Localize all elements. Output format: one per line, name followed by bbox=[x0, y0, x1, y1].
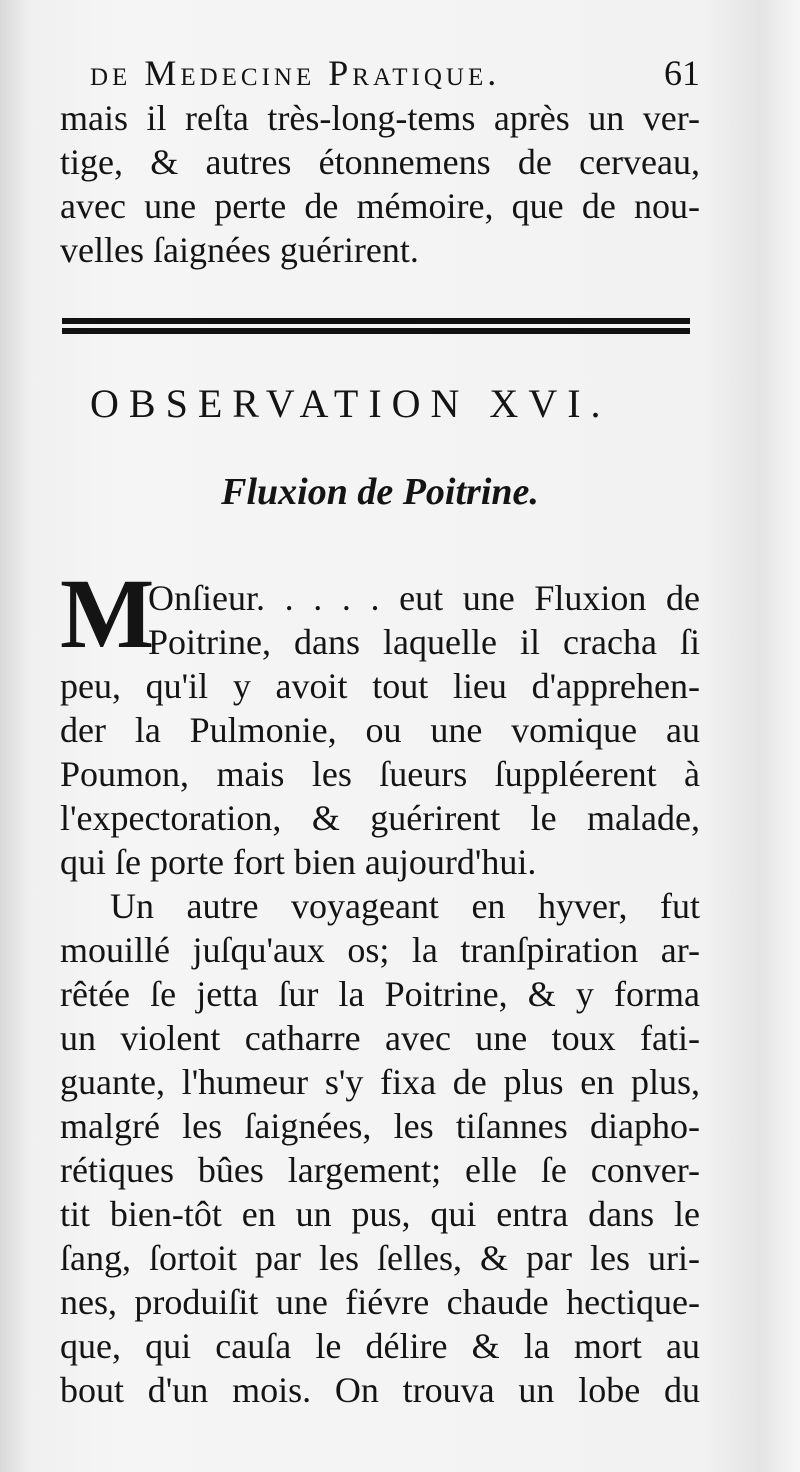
running-header bbox=[90, 52, 700, 94]
page-number: 61 bbox=[664, 53, 700, 93]
text-line: tit bien-tôt en un pus, qui entra dans le bbox=[60, 1194, 700, 1234]
text-line: bout d'un mois. On trouva un lobe du bbox=[60, 1370, 700, 1410]
text-line: ſang, ſortoit par les ſelles, & par les uri- bbox=[60, 1238, 700, 1278]
text-line: un violent catharre avec une toux fati- bbox=[60, 1018, 700, 1058]
text-line: rêtée ſe jetta ſur la Poitrine, & y forma bbox=[60, 974, 700, 1014]
text-line: Onſieur. . . . . eut une Fluxion de bbox=[148, 578, 700, 618]
text-line: mouillé juſqu'aux os; la tranſpiration ar- bbox=[60, 930, 700, 970]
observation-subtitle: Fluxion de Poitrine. bbox=[221, 471, 539, 513]
observation-body bbox=[60, 558, 700, 1412]
text-line: peu, qu'il y avoit tout lieu d'apprehen- bbox=[60, 666, 700, 706]
text-line: Poumon, mais les ſueurs ſuppléerent à bbox=[60, 754, 700, 794]
text-line: Poitrine, dans laquelle il cracha ſi bbox=[148, 622, 700, 662]
double-rule-divider bbox=[62, 318, 690, 334]
paragraph-1 bbox=[60, 558, 700, 884]
observation-title: OBSERVATION XVI. bbox=[90, 381, 611, 426]
text-line: Un autre voyageant en hyver, fut bbox=[110, 886, 700, 926]
text-line: avec une perte de mémoire, que de nou- bbox=[60, 186, 700, 226]
text-line: guante, l'humeur s'y fixa de plus en plus, bbox=[60, 1062, 700, 1102]
text-line: mais il reſta très-long-tems après un ver- bbox=[60, 98, 700, 138]
text-line: nes, produiſit une fiévre chaude hectique- bbox=[60, 1282, 700, 1322]
text-line: der la Pulmonie, ou une vomique au bbox=[60, 710, 700, 750]
text-line: que, qui cauſa le délire & la mort au bbox=[60, 1326, 700, 1366]
text-line: rétiques bûes largement; elle ſe conver- bbox=[60, 1150, 700, 1190]
text-line: tige, & autres étonnemens de cerveau, bbox=[60, 142, 700, 182]
text-line: malgré les ſaignées, les tiſannes diapho- bbox=[60, 1106, 700, 1146]
paragraph-2 bbox=[60, 884, 700, 1412]
running-title: de Medecine Pratique. bbox=[90, 53, 501, 93]
text-line: velles ſaignées guérirent. bbox=[60, 230, 419, 270]
continued-text bbox=[60, 96, 700, 272]
text-line: l'expectoration, & guérirent le malade, bbox=[60, 798, 700, 838]
drop-cap: M bbox=[60, 558, 155, 669]
text-line: qui ſe porte fort bien aujourd'hui. bbox=[60, 842, 537, 882]
